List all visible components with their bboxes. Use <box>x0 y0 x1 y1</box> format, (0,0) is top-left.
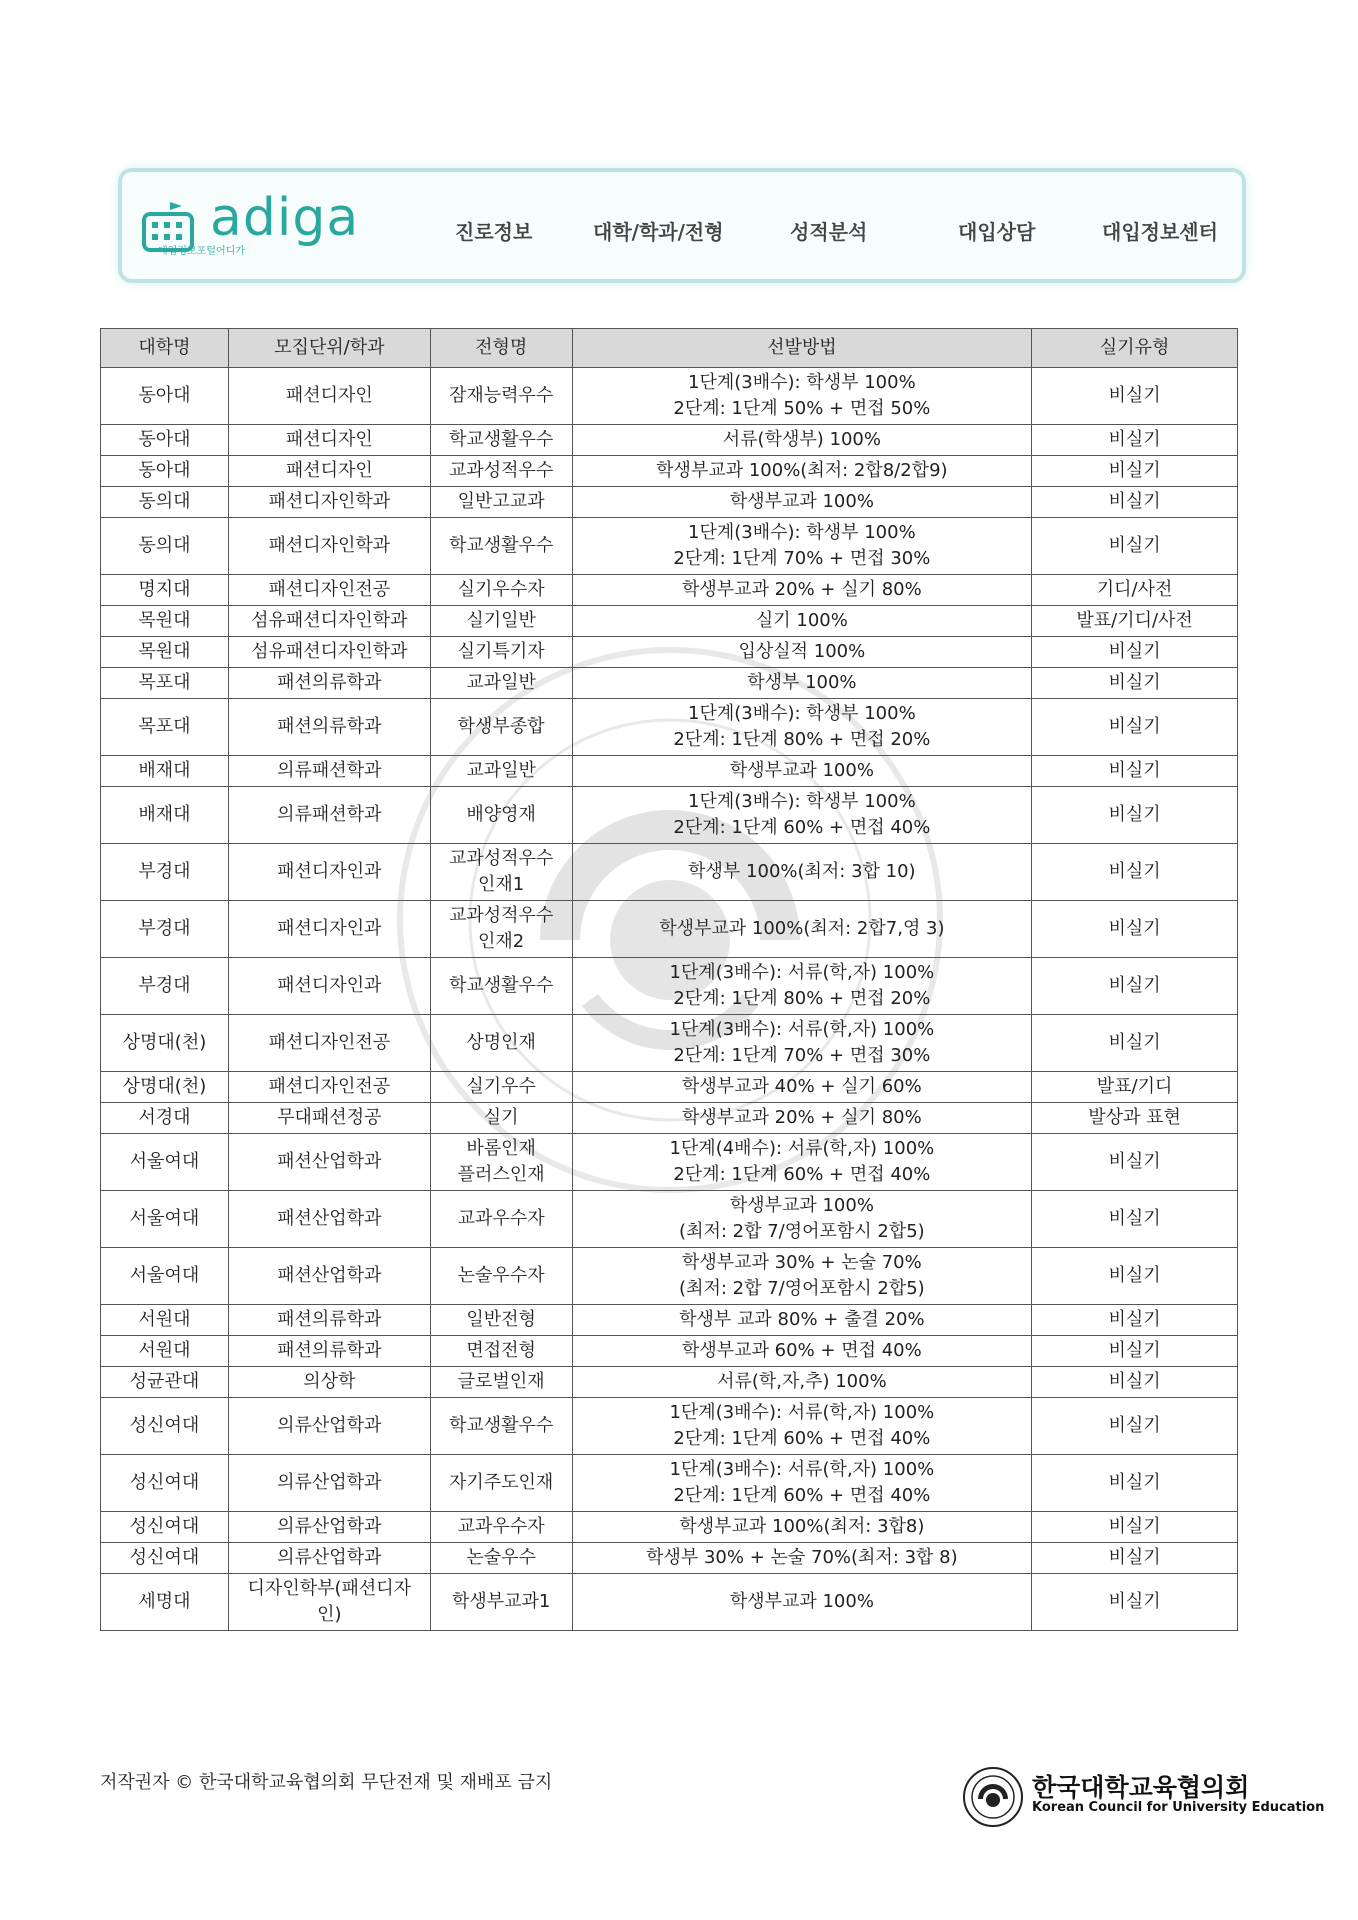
cell-selection-method: 1단계(3배수): 서류(학,자) 100% 2단계: 1단계 60% + 면접 40% <box>572 1398 1032 1455</box>
cell-admission-type: 교과성적우수 인재1 <box>430 844 572 901</box>
table-row <box>101 756 1238 787</box>
cell-selection-method: 1단계(3배수): 학생부 100% 2단계: 1단계 80% + 면접 20% <box>572 699 1032 756</box>
cell-university: 성신여대 <box>101 1398 229 1455</box>
cell-selection-method: 1단계(3배수): 서류(학,자) 100% 2단계: 1단계 70% + 면접 30% <box>572 1015 1032 1072</box>
table-row <box>101 668 1238 699</box>
cell-selection-method: 학생부교과 100% <box>572 1574 1032 1631</box>
cell-university: 동의대 <box>101 487 229 518</box>
cell-university: 동아대 <box>101 456 229 487</box>
cell-practical-type: 비실기 <box>1032 1398 1238 1455</box>
cell-selection-method: 학생부교과 100%(최저: 2합7,영 3) <box>572 901 1032 958</box>
cell-university: 동아대 <box>101 425 229 456</box>
cell-selection-method: 학생부교과 100%(최저: 3합8) <box>572 1512 1032 1543</box>
cell-admission-type: 일반고교과 <box>430 487 572 518</box>
cell-admission-type: 학교생활우수 <box>430 958 572 1015</box>
cell-university: 서원대 <box>101 1336 229 1367</box>
table-row <box>101 606 1238 637</box>
cell-selection-method: 학생부교과 20% + 실기 80% <box>572 575 1032 606</box>
cell-department: 패션디자인전공 <box>228 1072 430 1103</box>
cell-admission-type: 교과우수자 <box>430 1191 572 1248</box>
cell-department: 패션디자인전공 <box>228 575 430 606</box>
table-row <box>101 1398 1238 1455</box>
cell-admission-type: 학교생활우수 <box>430 1398 572 1455</box>
cell-department: 패션산업학과 <box>228 1134 430 1191</box>
table-row <box>101 699 1238 756</box>
table-row <box>101 1305 1238 1336</box>
cell-selection-method: 1단계(3배수): 학생부 100% 2단계: 1단계 70% + 면접 30% <box>572 518 1032 575</box>
admission-table <box>100 328 1238 1631</box>
table-row <box>101 368 1238 425</box>
table-row <box>101 575 1238 606</box>
cell-university: 목포대 <box>101 668 229 699</box>
cell-department: 의상학 <box>228 1367 430 1398</box>
cell-admission-type: 논술우수 <box>430 1543 572 1574</box>
adiga-logo[interactable] <box>136 188 366 264</box>
cell-admission-type: 학교생활우수 <box>430 425 572 456</box>
cell-university: 목포대 <box>101 699 229 756</box>
table-row <box>101 1191 1238 1248</box>
cell-department: 섬유패션디자인학과 <box>228 637 430 668</box>
cell-practical-type: 비실기 <box>1032 787 1238 844</box>
cell-department: 패션디자인과 <box>228 958 430 1015</box>
org-english-name: Korean Council for University Education <box>1032 1800 1325 1815</box>
cell-university: 세명대 <box>101 1574 229 1631</box>
cell-selection-method: 학생부교과 30% + 논술 70% (최저: 2합 7/영어포함시 2합5) <box>572 1248 1032 1305</box>
cell-practical-type: 비실기 <box>1032 368 1238 425</box>
cell-university: 목원대 <box>101 606 229 637</box>
cell-practical-type: 발표/기디 <box>1032 1072 1238 1103</box>
cell-department: 무대패션정공 <box>228 1103 430 1134</box>
cell-selection-method: 1단계(3배수): 서류(학,자) 100% 2단계: 1단계 60% + 면접 40% <box>572 1455 1032 1512</box>
cell-department: 의류산업학과 <box>228 1455 430 1512</box>
cell-selection-method: 학생부교과 100% (최저: 2합 7/영어포함시 2합5) <box>572 1191 1032 1248</box>
cell-department: 패션디자인 <box>228 456 430 487</box>
logo-subtitle: 대입정보포털어디가 <box>158 246 245 257</box>
cell-admission-type: 실기특기자 <box>430 637 572 668</box>
cell-department: 패션산업학과 <box>228 1248 430 1305</box>
header-selection-method: 선발방법 <box>572 329 1032 368</box>
table-row <box>101 901 1238 958</box>
cell-practical-type: 비실기 <box>1032 756 1238 787</box>
cell-selection-method: 서류(학생부) 100% <box>572 425 1032 456</box>
cell-practical-type: 비실기 <box>1032 1455 1238 1512</box>
cell-practical-type: 비실기 <box>1032 1574 1238 1631</box>
cell-department: 패션디자인과 <box>228 901 430 958</box>
table-row <box>101 1574 1238 1631</box>
cell-university: 서울여대 <box>101 1248 229 1305</box>
cell-university: 동아대 <box>101 368 229 425</box>
cell-department: 의류산업학과 <box>228 1543 430 1574</box>
table-row <box>101 787 1238 844</box>
cell-selection-method: 학생부 100%(최저: 3합 10) <box>572 844 1032 901</box>
cell-admission-type: 학교생활우수 <box>430 518 572 575</box>
cell-admission-type: 글로벌인재 <box>430 1367 572 1398</box>
nav-admission-counsel[interactable]: 대입상담 <box>958 220 1036 244</box>
cell-university: 서경대 <box>101 1103 229 1134</box>
table-row <box>101 487 1238 518</box>
cell-department: 패션디자인 <box>228 368 430 425</box>
cell-practical-type: 비실기 <box>1032 1191 1238 1248</box>
table-row <box>101 425 1238 456</box>
table-row <box>101 518 1238 575</box>
header-university: 대학명 <box>101 329 229 368</box>
cell-practical-type: 비실기 <box>1032 518 1238 575</box>
cell-practical-type: 비실기 <box>1032 1336 1238 1367</box>
cell-university: 명지대 <box>101 575 229 606</box>
cell-department: 디자인학부(패션디자 인) <box>228 1574 430 1631</box>
table-row <box>101 1543 1238 1574</box>
cell-department: 패션의류학과 <box>228 668 430 699</box>
cell-admission-type: 잠재능력우수 <box>430 368 572 425</box>
table-row <box>101 1134 1238 1191</box>
nav-score-analysis[interactable]: 성적분석 <box>790 220 868 244</box>
table-row <box>101 1512 1238 1543</box>
table-row <box>101 1072 1238 1103</box>
cell-admission-type: 교과성적우수 인재2 <box>430 901 572 958</box>
cell-practical-type: 비실기 <box>1032 425 1238 456</box>
cell-practical-type: 비실기 <box>1032 456 1238 487</box>
cell-university: 서원대 <box>101 1305 229 1336</box>
nav-university-dept[interactable]: 대학/학과/전형 <box>593 220 724 244</box>
cell-university: 성신여대 <box>101 1543 229 1574</box>
cell-department: 패션디자인학과 <box>228 487 430 518</box>
cell-practical-type: 기디/사전 <box>1032 575 1238 606</box>
cell-admission-type: 배양영재 <box>430 787 572 844</box>
cell-selection-method: 학생부 교과 80% + 출결 20% <box>572 1305 1032 1336</box>
cell-selection-method: 학생부교과 100%(최저: 2합8/2합9) <box>572 456 1032 487</box>
cell-admission-type: 면접전형 <box>430 1336 572 1367</box>
cell-department: 의류산업학과 <box>228 1512 430 1543</box>
cell-university: 배재대 <box>101 756 229 787</box>
cell-university: 성균관대 <box>101 1367 229 1398</box>
cell-selection-method: 학생부 30% + 논술 70%(최저: 3합 8) <box>572 1543 1032 1574</box>
cell-admission-type: 실기 <box>430 1103 572 1134</box>
cell-university: 동의대 <box>101 518 229 575</box>
cell-selection-method: 1단계(3배수): 서류(학,자) 100% 2단계: 1단계 80% + 면접 20% <box>572 958 1032 1015</box>
cell-selection-method: 학생부교과 60% + 면접 40% <box>572 1336 1032 1367</box>
table-row <box>101 456 1238 487</box>
cell-department: 패션디자인학과 <box>228 518 430 575</box>
cell-university: 상명대(천) <box>101 1072 229 1103</box>
cell-practical-type: 발상과 표현 <box>1032 1103 1238 1134</box>
cell-department: 패션의류학과 <box>228 1336 430 1367</box>
cell-practical-type: 비실기 <box>1032 901 1238 958</box>
cell-department: 패션의류학과 <box>228 1305 430 1336</box>
cell-selection-method: 1단계(3배수): 학생부 100% 2단계: 1단계 60% + 면접 40% <box>572 787 1032 844</box>
table-row <box>101 1336 1238 1367</box>
logo-text: adiga <box>210 188 360 248</box>
cell-department: 패션의류학과 <box>228 699 430 756</box>
cell-practical-type: 비실기 <box>1032 1367 1238 1398</box>
cell-selection-method: 학생부 100% <box>572 668 1032 699</box>
cell-university: 부경대 <box>101 844 229 901</box>
header-practical-type: 실기유형 <box>1032 329 1238 368</box>
cell-department: 패션디자인전공 <box>228 1015 430 1072</box>
cell-admission-type: 일반전형 <box>430 1305 572 1336</box>
cell-selection-method: 실기 100% <box>572 606 1032 637</box>
cell-practical-type: 비실기 <box>1032 699 1238 756</box>
table-header-row <box>101 329 1238 368</box>
cell-selection-method: 서류(학,자,추) 100% <box>572 1367 1032 1398</box>
cell-department: 섬유패션디자인학과 <box>228 606 430 637</box>
table-row <box>101 1248 1238 1305</box>
cell-practical-type: 비실기 <box>1032 487 1238 518</box>
cell-practical-type: 비실기 <box>1032 1512 1238 1543</box>
copyright-notice: 저작권자 © 한국대학교육협의회 무단전재 및 재배포 금지 <box>100 1772 553 1793</box>
cell-university: 성신여대 <box>101 1512 229 1543</box>
cell-practical-type: 비실기 <box>1032 637 1238 668</box>
kcue-seal-icon <box>962 1766 1024 1828</box>
cell-admission-type: 교과성적우수 <box>430 456 572 487</box>
cell-selection-method: 학생부교과 100% <box>572 487 1032 518</box>
cell-department: 패션디자인 <box>228 425 430 456</box>
table-row <box>101 1103 1238 1134</box>
table-row <box>101 1015 1238 1072</box>
cell-university: 배재대 <box>101 787 229 844</box>
cell-selection-method: 입상실적 100% <box>572 637 1032 668</box>
table-row <box>101 1455 1238 1512</box>
cell-university: 부경대 <box>101 901 229 958</box>
header-admission-type: 전형명 <box>430 329 572 368</box>
kcue-logo <box>962 1766 1325 1826</box>
cell-department: 의류패션학과 <box>228 756 430 787</box>
nav-career-info[interactable]: 진로정보 <box>455 220 533 244</box>
cell-department: 패션산업학과 <box>228 1191 430 1248</box>
cell-university: 서울여대 <box>101 1134 229 1191</box>
cell-practical-type: 발표/기디/사전 <box>1032 606 1238 637</box>
cell-practical-type: 비실기 <box>1032 844 1238 901</box>
cell-selection-method: 1단계(4배수): 서류(학,자) 100% 2단계: 1단계 60% + 면접 40% <box>572 1134 1032 1191</box>
cell-selection-method: 학생부교과 40% + 실기 60% <box>572 1072 1032 1103</box>
cell-university: 부경대 <box>101 958 229 1015</box>
cell-admission-type: 교과일반 <box>430 756 572 787</box>
table-row <box>101 1367 1238 1398</box>
adiga-banner <box>118 168 1246 283</box>
cell-admission-type: 실기우수자 <box>430 575 572 606</box>
cell-admission-type: 학생부종합 <box>430 699 572 756</box>
table-row <box>101 637 1238 668</box>
cell-practical-type: 비실기 <box>1032 1248 1238 1305</box>
cell-admission-type: 실기일반 <box>430 606 572 637</box>
cell-admission-type: 실기우수 <box>430 1072 572 1103</box>
table-row <box>101 958 1238 1015</box>
table-row <box>101 844 1238 901</box>
cell-practical-type: 비실기 <box>1032 1134 1238 1191</box>
cell-practical-type: 비실기 <box>1032 1015 1238 1072</box>
cell-selection-method: 학생부교과 20% + 실기 80% <box>572 1103 1032 1134</box>
cell-selection-method: 1단계(3배수): 학생부 100% 2단계: 1단계 50% + 면접 50% <box>572 368 1032 425</box>
cell-admission-type: 바롬인재 플러스인재 <box>430 1134 572 1191</box>
cell-university: 상명대(천) <box>101 1015 229 1072</box>
cell-admission-type: 논술우수자 <box>430 1248 572 1305</box>
cell-department: 패션디자인과 <box>228 844 430 901</box>
cell-admission-type: 학생부교과1 <box>430 1574 572 1631</box>
cell-practical-type: 비실기 <box>1032 668 1238 699</box>
cell-selection-method: 학생부교과 100% <box>572 756 1032 787</box>
cell-university: 서울여대 <box>101 1191 229 1248</box>
cell-admission-type: 교과우수자 <box>430 1512 572 1543</box>
org-name: 한국대학교육협의회 <box>1032 1773 1250 1802</box>
cell-practical-type: 비실기 <box>1032 1543 1238 1574</box>
cell-university: 목원대 <box>101 637 229 668</box>
cell-admission-type: 자기주도인재 <box>430 1455 572 1512</box>
cell-practical-type: 비실기 <box>1032 958 1238 1015</box>
cell-practical-type: 비실기 <box>1032 1305 1238 1336</box>
cell-department: 의류패션학과 <box>228 787 430 844</box>
cell-admission-type: 교과일반 <box>430 668 572 699</box>
nav-admission-center[interactable]: 대입정보센터 <box>1102 220 1218 244</box>
cell-university: 성신여대 <box>101 1455 229 1512</box>
cell-admission-type: 상명인재 <box>430 1015 572 1072</box>
header-department: 모집단위/학과 <box>228 329 430 368</box>
cell-department: 의류산업학과 <box>228 1398 430 1455</box>
